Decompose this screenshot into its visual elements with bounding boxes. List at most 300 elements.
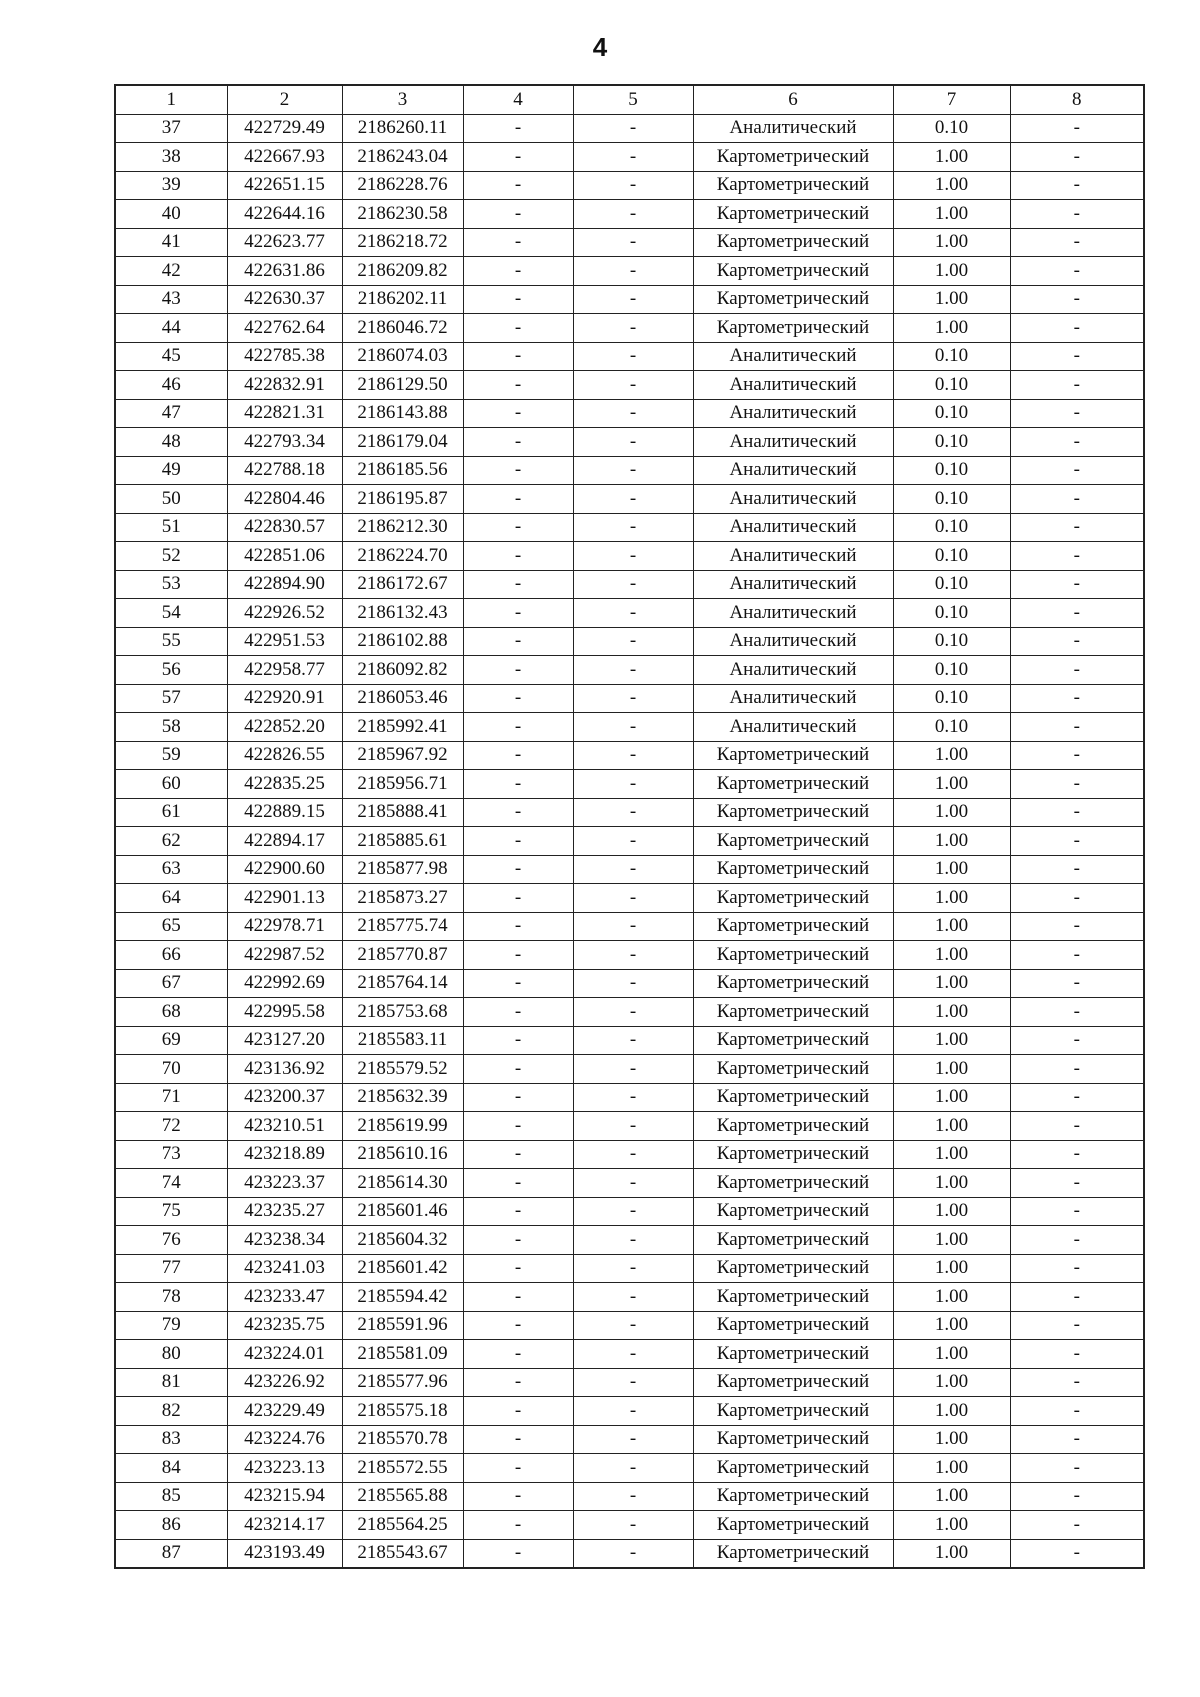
method-cell: Картометрический [693, 912, 893, 941]
method-cell: Картометрический [693, 1368, 893, 1397]
method-cell: Картометрический [693, 1197, 893, 1226]
col-4-value-cell: - [463, 1482, 573, 1511]
method-cell: Картометрический [693, 1425, 893, 1454]
x-coordinate-cell: 423210.51 [227, 1112, 342, 1141]
point-number-cell: 42 [115, 257, 227, 286]
col-8-value-cell: - [1010, 656, 1144, 685]
col-4-value-cell: - [463, 342, 573, 371]
col-8-value-cell: - [1010, 1169, 1144, 1198]
y-coordinate-cell: 2186260.11 [342, 114, 463, 143]
col-8-value-cell: - [1010, 1254, 1144, 1283]
method-cell: Картометрический [693, 1454, 893, 1483]
table-row [115, 314, 1144, 343]
method-cell: Картометрический [693, 228, 893, 257]
col-8-value-cell: - [1010, 200, 1144, 229]
method-cell: Картометрический [693, 1226, 893, 1255]
table-row [115, 855, 1144, 884]
col-4-value-cell: - [463, 684, 573, 713]
accuracy-cell: 1.00 [893, 798, 1010, 827]
x-coordinate-cell: 423200.37 [227, 1083, 342, 1112]
col-8-value-cell: - [1010, 1197, 1144, 1226]
table-row [115, 1340, 1144, 1369]
column-header: 3 [342, 85, 463, 114]
point-number-cell: 78 [115, 1283, 227, 1312]
accuracy-cell: 0.10 [893, 342, 1010, 371]
x-coordinate-cell: 422644.16 [227, 200, 342, 229]
point-number-cell: 64 [115, 884, 227, 913]
col-8-value-cell: - [1010, 1397, 1144, 1426]
y-coordinate-cell: 2186185.56 [342, 456, 463, 485]
col-4-value-cell: - [463, 1539, 573, 1568]
col-5-value-cell: - [573, 912, 693, 941]
col-8-value-cell: - [1010, 1226, 1144, 1255]
accuracy-cell: 0.10 [893, 627, 1010, 656]
col-5-value-cell: - [573, 798, 693, 827]
col-5-value-cell: - [573, 428, 693, 457]
col-5-value-cell: - [573, 1226, 693, 1255]
y-coordinate-cell: 2185610.16 [342, 1140, 463, 1169]
method-cell: Аналитический [693, 371, 893, 400]
col-4-value-cell: - [463, 314, 573, 343]
point-number-cell: 67 [115, 969, 227, 998]
table-row [115, 114, 1144, 143]
method-cell: Картометрический [693, 969, 893, 998]
col-5-value-cell: - [573, 485, 693, 514]
col-8-value-cell: - [1010, 513, 1144, 542]
accuracy-cell: 1.00 [893, 1340, 1010, 1369]
col-5-value-cell: - [573, 399, 693, 428]
point-number-cell: 82 [115, 1397, 227, 1426]
x-coordinate-cell: 423223.37 [227, 1169, 342, 1198]
col-4-value-cell: - [463, 798, 573, 827]
col-4-value-cell: - [463, 827, 573, 856]
point-number-cell: 56 [115, 656, 227, 685]
point-number-cell: 83 [115, 1425, 227, 1454]
table-body [115, 114, 1144, 1568]
col-5-value-cell: - [573, 855, 693, 884]
y-coordinate-cell: 2185873.27 [342, 884, 463, 913]
col-8-value-cell: - [1010, 1055, 1144, 1084]
col-8-value-cell: - [1010, 599, 1144, 628]
col-4-value-cell: - [463, 1169, 573, 1198]
col-8-value-cell: - [1010, 1454, 1144, 1483]
y-coordinate-cell: 2185565.88 [342, 1482, 463, 1511]
col-4-value-cell: - [463, 1511, 573, 1540]
col-4-value-cell: - [463, 741, 573, 770]
col-8-value-cell: - [1010, 1340, 1144, 1369]
col-8-value-cell: - [1010, 456, 1144, 485]
method-cell: Картометрический [693, 741, 893, 770]
method-cell: Картометрический [693, 770, 893, 799]
col-5-value-cell: - [573, 342, 693, 371]
col-5-value-cell: - [573, 627, 693, 656]
y-coordinate-cell: 2185632.39 [342, 1083, 463, 1112]
col-5-value-cell: - [573, 941, 693, 970]
col-5-value-cell: - [573, 1083, 693, 1112]
col-5-value-cell: - [573, 171, 693, 200]
accuracy-cell: 1.00 [893, 1511, 1010, 1540]
x-coordinate-cell: 422889.15 [227, 798, 342, 827]
x-coordinate-cell: 423226.92 [227, 1368, 342, 1397]
x-coordinate-cell: 422926.52 [227, 599, 342, 628]
col-5-value-cell: - [573, 1055, 693, 1084]
col-5-value-cell: - [573, 1026, 693, 1055]
method-cell: Аналитический [693, 713, 893, 742]
col-4-value-cell: - [463, 1055, 573, 1084]
table-row [115, 1311, 1144, 1340]
col-4-value-cell: - [463, 513, 573, 542]
accuracy-cell: 1.00 [893, 257, 1010, 286]
x-coordinate-cell: 422667.93 [227, 143, 342, 172]
header-row [115, 85, 1144, 114]
y-coordinate-cell: 2185877.98 [342, 855, 463, 884]
method-cell: Аналитический [693, 485, 893, 514]
x-coordinate-cell: 422630.37 [227, 285, 342, 314]
col-8-value-cell: - [1010, 1482, 1144, 1511]
y-coordinate-cell: 2186053.46 [342, 684, 463, 713]
table-row [115, 570, 1144, 599]
col-8-value-cell: - [1010, 855, 1144, 884]
col-8-value-cell: - [1010, 1425, 1144, 1454]
point-number-cell: 84 [115, 1454, 227, 1483]
col-5-value-cell: - [573, 1112, 693, 1141]
col-4-value-cell: - [463, 1454, 573, 1483]
y-coordinate-cell: 2186143.88 [342, 399, 463, 428]
x-coordinate-cell: 422729.49 [227, 114, 342, 143]
accuracy-cell: 1.00 [893, 998, 1010, 1027]
y-coordinate-cell: 2185885.61 [342, 827, 463, 856]
point-number-cell: 59 [115, 741, 227, 770]
point-number-cell: 72 [115, 1112, 227, 1141]
col-8-value-cell: - [1010, 1083, 1144, 1112]
x-coordinate-cell: 423214.17 [227, 1511, 342, 1540]
method-cell: Картометрический [693, 1169, 893, 1198]
point-number-cell: 47 [115, 399, 227, 428]
accuracy-cell: 1.00 [893, 285, 1010, 314]
y-coordinate-cell: 2185575.18 [342, 1397, 463, 1426]
table-row [115, 1112, 1144, 1141]
method-cell: Картометрический [693, 1112, 893, 1141]
col-8-value-cell: - [1010, 428, 1144, 457]
x-coordinate-cell: 423215.94 [227, 1482, 342, 1511]
x-coordinate-cell: 422951.53 [227, 627, 342, 656]
point-number-cell: 55 [115, 627, 227, 656]
method-cell: Картометрический [693, 314, 893, 343]
col-5-value-cell: - [573, 599, 693, 628]
method-cell: Картометрический [693, 1083, 893, 1112]
y-coordinate-cell: 2185619.99 [342, 1112, 463, 1141]
col-5-value-cell: - [573, 741, 693, 770]
col-4-value-cell: - [463, 485, 573, 514]
table-row [115, 342, 1144, 371]
col-5-value-cell: - [573, 684, 693, 713]
accuracy-cell: 1.00 [893, 1397, 1010, 1426]
method-cell: Картометрический [693, 1311, 893, 1340]
col-4-value-cell: - [463, 599, 573, 628]
point-number-cell: 76 [115, 1226, 227, 1255]
accuracy-cell: 0.10 [893, 656, 1010, 685]
column-header: 4 [463, 85, 573, 114]
col-4-value-cell: - [463, 1368, 573, 1397]
method-cell: Картометрический [693, 998, 893, 1027]
col-4-value-cell: - [463, 570, 573, 599]
table-row [115, 656, 1144, 685]
method-cell: Аналитический [693, 114, 893, 143]
table-row [115, 599, 1144, 628]
y-coordinate-cell: 2185775.74 [342, 912, 463, 941]
y-coordinate-cell: 2185601.42 [342, 1254, 463, 1283]
point-number-cell: 79 [115, 1311, 227, 1340]
accuracy-cell: 1.00 [893, 770, 1010, 799]
col-8-value-cell: - [1010, 884, 1144, 913]
y-coordinate-cell: 2185992.41 [342, 713, 463, 742]
point-number-cell: 62 [115, 827, 227, 856]
y-coordinate-cell: 2186046.72 [342, 314, 463, 343]
table-row [115, 200, 1144, 229]
col-8-value-cell: - [1010, 969, 1144, 998]
col-8-value-cell: - [1010, 257, 1144, 286]
x-coordinate-cell: 422631.86 [227, 257, 342, 286]
x-coordinate-cell: 422835.25 [227, 770, 342, 799]
table-row [115, 399, 1144, 428]
table-row [115, 1026, 1144, 1055]
point-number-cell: 86 [115, 1511, 227, 1540]
col-4-value-cell: - [463, 1026, 573, 1055]
method-cell: Картометрический [693, 257, 893, 286]
col-5-value-cell: - [573, 1511, 693, 1540]
table-row [115, 684, 1144, 713]
accuracy-cell: 1.00 [893, 1482, 1010, 1511]
method-cell: Аналитический [693, 599, 893, 628]
table-row [115, 285, 1144, 314]
point-number-cell: 53 [115, 570, 227, 599]
coordinates-table [114, 84, 1145, 1569]
table-row [115, 456, 1144, 485]
method-cell: Картометрический [693, 1026, 893, 1055]
y-coordinate-cell: 2186202.11 [342, 285, 463, 314]
point-number-cell: 73 [115, 1140, 227, 1169]
y-coordinate-cell: 2186102.88 [342, 627, 463, 656]
accuracy-cell: 1.00 [893, 314, 1010, 343]
x-coordinate-cell: 422958.77 [227, 656, 342, 685]
point-number-cell: 71 [115, 1083, 227, 1112]
y-coordinate-cell: 2186195.87 [342, 485, 463, 514]
point-number-cell: 50 [115, 485, 227, 514]
method-cell: Аналитический [693, 656, 893, 685]
point-number-cell: 44 [115, 314, 227, 343]
col-8-value-cell: - [1010, 1112, 1144, 1141]
point-number-cell: 85 [115, 1482, 227, 1511]
col-5-value-cell: - [573, 1397, 693, 1426]
col-5-value-cell: - [573, 1482, 693, 1511]
col-4-value-cell: - [463, 200, 573, 229]
col-8-value-cell: - [1010, 399, 1144, 428]
method-cell: Картометрический [693, 143, 893, 172]
point-number-cell: 51 [115, 513, 227, 542]
x-coordinate-cell: 423241.03 [227, 1254, 342, 1283]
col-5-value-cell: - [573, 143, 693, 172]
accuracy-cell: 1.00 [893, 1539, 1010, 1568]
accuracy-cell: 0.10 [893, 399, 1010, 428]
x-coordinate-cell: 423233.47 [227, 1283, 342, 1312]
col-4-value-cell: - [463, 257, 573, 286]
table-row [115, 1539, 1144, 1568]
col-5-value-cell: - [573, 884, 693, 913]
y-coordinate-cell: 2186224.70 [342, 542, 463, 571]
point-number-cell: 68 [115, 998, 227, 1027]
col-4-value-cell: - [463, 1283, 573, 1312]
table-row [115, 1055, 1144, 1084]
col-8-value-cell: - [1010, 1511, 1144, 1540]
col-4-value-cell: - [463, 713, 573, 742]
col-5-value-cell: - [573, 542, 693, 571]
table-row [115, 627, 1144, 656]
x-coordinate-cell: 422852.20 [227, 713, 342, 742]
method-cell: Аналитический [693, 570, 893, 599]
method-cell: Аналитический [693, 428, 893, 457]
col-8-value-cell: - [1010, 570, 1144, 599]
point-number-cell: 57 [115, 684, 227, 713]
accuracy-cell: 1.00 [893, 741, 1010, 770]
accuracy-cell: 0.10 [893, 684, 1010, 713]
table-row [115, 1482, 1144, 1511]
accuracy-cell: 0.10 [893, 570, 1010, 599]
y-coordinate-cell: 2186092.82 [342, 656, 463, 685]
col-4-value-cell: - [463, 285, 573, 314]
point-number-cell: 46 [115, 371, 227, 400]
column-header: 7 [893, 85, 1010, 114]
y-coordinate-cell: 2185967.92 [342, 741, 463, 770]
y-coordinate-cell: 2185591.96 [342, 1311, 463, 1340]
col-5-value-cell: - [573, 228, 693, 257]
col-4-value-cell: - [463, 1197, 573, 1226]
x-coordinate-cell: 422623.77 [227, 228, 342, 257]
table-row [115, 542, 1144, 571]
table-row [115, 513, 1144, 542]
col-5-value-cell: - [573, 1425, 693, 1454]
col-8-value-cell: - [1010, 542, 1144, 571]
table-row [115, 969, 1144, 998]
table-row [115, 428, 1144, 457]
col-4-value-cell: - [463, 1254, 573, 1283]
y-coordinate-cell: 2185770.87 [342, 941, 463, 970]
y-coordinate-cell: 2186132.43 [342, 599, 463, 628]
accuracy-cell: 1.00 [893, 941, 1010, 970]
col-5-value-cell: - [573, 371, 693, 400]
y-coordinate-cell: 2185604.32 [342, 1226, 463, 1255]
point-number-cell: 40 [115, 200, 227, 229]
method-cell: Аналитический [693, 684, 893, 713]
method-cell: Картометрический [693, 200, 893, 229]
col-4-value-cell: - [463, 1425, 573, 1454]
point-number-cell: 69 [115, 1026, 227, 1055]
x-coordinate-cell: 422978.71 [227, 912, 342, 941]
table-row [115, 1169, 1144, 1198]
col-4-value-cell: - [463, 941, 573, 970]
y-coordinate-cell: 2186230.58 [342, 200, 463, 229]
col-5-value-cell: - [573, 257, 693, 286]
y-coordinate-cell: 2186212.30 [342, 513, 463, 542]
x-coordinate-cell: 423127.20 [227, 1026, 342, 1055]
column-header: 8 [1010, 85, 1144, 114]
col-8-value-cell: - [1010, 798, 1144, 827]
accuracy-cell: 1.00 [893, 827, 1010, 856]
table-row [115, 371, 1144, 400]
accuracy-cell: 1.00 [893, 1311, 1010, 1340]
col-8-value-cell: - [1010, 114, 1144, 143]
x-coordinate-cell: 422651.15 [227, 171, 342, 200]
method-cell: Аналитический [693, 456, 893, 485]
method-cell: Аналитический [693, 513, 893, 542]
x-coordinate-cell: 422901.13 [227, 884, 342, 913]
point-number-cell: 60 [115, 770, 227, 799]
col-4-value-cell: - [463, 656, 573, 685]
col-4-value-cell: - [463, 399, 573, 428]
point-number-cell: 65 [115, 912, 227, 941]
col-5-value-cell: - [573, 1140, 693, 1169]
x-coordinate-cell: 422788.18 [227, 456, 342, 485]
col-8-value-cell: - [1010, 1368, 1144, 1397]
method-cell: Аналитический [693, 627, 893, 656]
y-coordinate-cell: 2186209.82 [342, 257, 463, 286]
col-5-value-cell: - [573, 200, 693, 229]
x-coordinate-cell: 422894.90 [227, 570, 342, 599]
col-4-value-cell: - [463, 998, 573, 1027]
x-coordinate-cell: 422762.64 [227, 314, 342, 343]
y-coordinate-cell: 2185570.78 [342, 1425, 463, 1454]
y-coordinate-cell: 2185583.11 [342, 1026, 463, 1055]
column-header: 1 [115, 85, 227, 114]
x-coordinate-cell: 422992.69 [227, 969, 342, 998]
col-4-value-cell: - [463, 143, 573, 172]
method-cell: Картометрический [693, 1283, 893, 1312]
col-5-value-cell: - [573, 1197, 693, 1226]
point-number-cell: 75 [115, 1197, 227, 1226]
point-number-cell: 61 [115, 798, 227, 827]
y-coordinate-cell: 2185543.67 [342, 1539, 463, 1568]
page-number: 4 [592, 32, 608, 62]
col-4-value-cell: - [463, 627, 573, 656]
point-number-cell: 80 [115, 1340, 227, 1369]
y-coordinate-cell: 2185753.68 [342, 998, 463, 1027]
x-coordinate-cell: 422920.91 [227, 684, 342, 713]
col-8-value-cell: - [1010, 912, 1144, 941]
table-row [115, 1368, 1144, 1397]
col-8-value-cell: - [1010, 143, 1144, 172]
col-8-value-cell: - [1010, 342, 1144, 371]
accuracy-cell: 1.00 [893, 1026, 1010, 1055]
accuracy-cell: 1.00 [893, 1425, 1010, 1454]
point-number-cell: 39 [115, 171, 227, 200]
col-8-value-cell: - [1010, 1311, 1144, 1340]
col-4-value-cell: - [463, 456, 573, 485]
col-5-value-cell: - [573, 456, 693, 485]
col-4-value-cell: - [463, 969, 573, 998]
method-cell: Аналитический [693, 542, 893, 571]
table-row [115, 770, 1144, 799]
table-row [115, 1254, 1144, 1283]
col-5-value-cell: - [573, 513, 693, 542]
accuracy-cell: 1.00 [893, 1454, 1010, 1483]
accuracy-cell: 1.00 [893, 1226, 1010, 1255]
col-5-value-cell: - [573, 770, 693, 799]
table-row [115, 827, 1144, 856]
method-cell: Картометрический [693, 285, 893, 314]
point-number-cell: 45 [115, 342, 227, 371]
method-cell: Картометрический [693, 941, 893, 970]
y-coordinate-cell: 2186228.76 [342, 171, 463, 200]
point-number-cell: 87 [115, 1539, 227, 1568]
